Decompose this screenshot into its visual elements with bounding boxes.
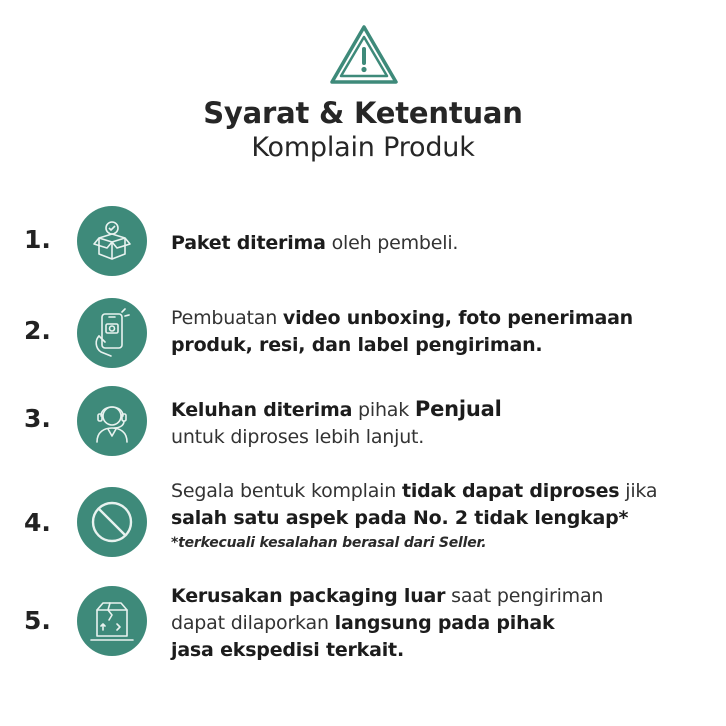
step-text-regular: saat pengiriman: [445, 585, 604, 607]
step-text-line: [171, 505, 711, 532]
step-text-regular: jika: [619, 480, 658, 502]
step-text: [171, 305, 711, 359]
step-number: 2.: [24, 316, 51, 345]
step-text-bold: tidak dapat diproses: [401, 480, 620, 502]
step-text-bold: Paket diterima: [171, 232, 326, 254]
step-icon-circle: [77, 487, 147, 557]
step-icon-circle: [77, 206, 147, 276]
step-text-line: [171, 478, 711, 505]
step-text-bold: video unboxing, foto penerimaan: [282, 307, 634, 329]
step-text-line: [171, 332, 711, 359]
warning-triangle-icon: [329, 24, 399, 86]
step-text: [171, 583, 711, 664]
step-number: 1.: [24, 225, 51, 254]
phone-camera-icon: [77, 298, 147, 368]
step-text-regular: oleh pembeli.: [325, 232, 459, 254]
step-text-regular: dapat dilaporkan: [171, 612, 335, 634]
step-text: [171, 230, 711, 257]
step-text-bold: Penjual: [414, 397, 502, 421]
step-text-regular: untuk diproses lebih lanjut.: [171, 426, 425, 448]
step-text-line: [171, 230, 711, 257]
step-text-bold: salah satu aspek pada No. 2 tidak lengkap*: [171, 507, 629, 529]
step-number: 5.: [24, 606, 51, 635]
step-icon-circle: [77, 586, 147, 656]
damaged-box-icon: [77, 586, 147, 656]
step-text-line: [171, 637, 711, 664]
step-text-bold: langsung pada pihak: [334, 612, 555, 634]
customer-service-icon: [77, 386, 147, 456]
step-text-line: [171, 424, 711, 451]
step-text-bold: Kerusakan packaging luar: [171, 585, 446, 607]
page-subtitle: Komplain Produk: [251, 132, 475, 163]
step-number: 3.: [24, 404, 51, 433]
step-text-bold: Keluhan diterima: [171, 399, 353, 421]
page-title: Syarat & Ketentuan: [203, 96, 523, 130]
step-text-regular: pihak: [352, 399, 415, 421]
step-text-line: [171, 396, 711, 424]
package-check-icon: [77, 206, 147, 276]
step-text: [171, 396, 711, 451]
step-text-line: [171, 610, 711, 637]
step-text-regular: Pembuatan: [171, 307, 283, 329]
step-text-line: [171, 583, 711, 610]
step-text-bold: produk, resi, dan label pengiriman.: [171, 334, 543, 356]
step-icon-circle: [77, 386, 147, 456]
step-text-line: [171, 305, 711, 332]
step-number: 4.: [24, 508, 51, 537]
step-footnote: *terkecuali kesalahan berasal dari Seller.: [171, 535, 487, 551]
step-text-regular: Segala bentuk komplain: [171, 480, 402, 502]
step-text-bold: jasa ekspedisi terkait.: [171, 639, 404, 661]
step-text: [171, 478, 711, 554]
prohibited-icon: [77, 487, 147, 557]
step-icon-circle: [77, 298, 147, 368]
